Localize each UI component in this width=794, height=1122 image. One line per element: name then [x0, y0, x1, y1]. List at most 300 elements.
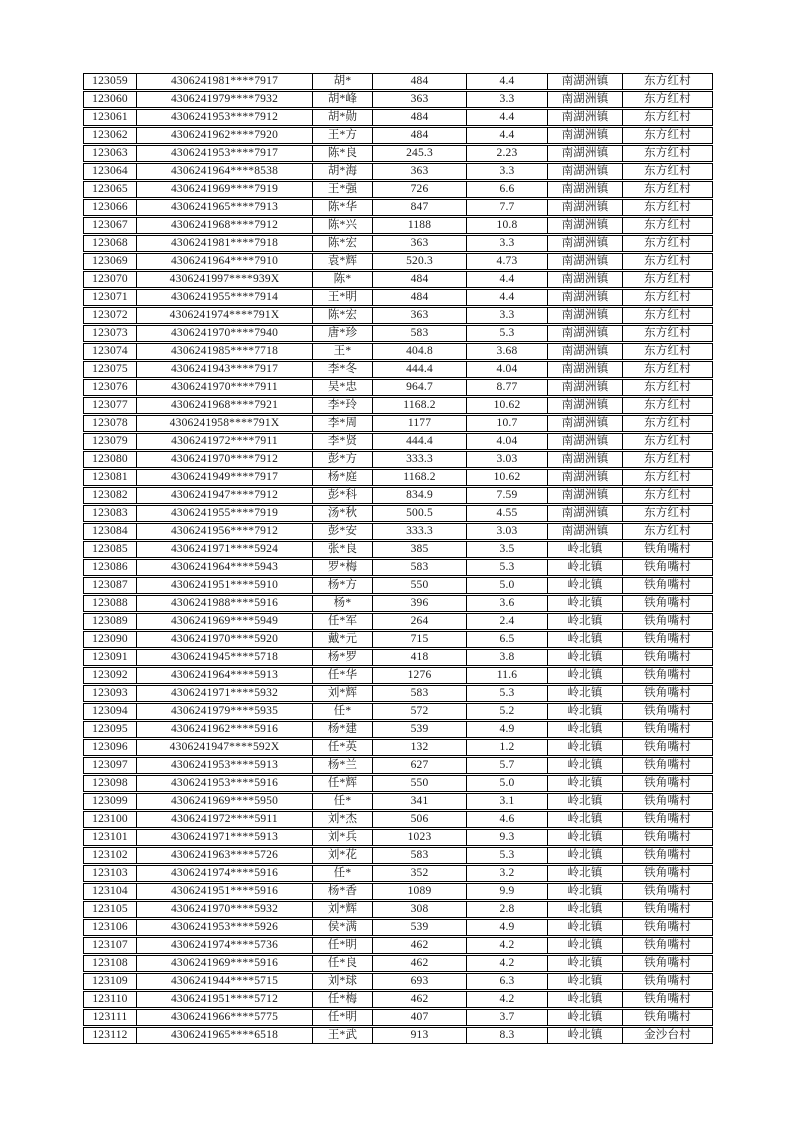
table-cell: 4.2	[467, 992, 548, 1007]
table-cell: 东方红村	[644, 111, 691, 123]
table-cell: 杨*	[313, 596, 373, 611]
table-cell: 东方红村	[644, 309, 691, 321]
table-cell: 南湖洲镇	[548, 290, 623, 305]
table-cell: 123080	[84, 452, 137, 467]
table-cell: 444.4	[373, 362, 467, 377]
table-cell: 任*梅	[313, 992, 373, 1007]
table-row	[83, 631, 713, 648]
table-cell: 627	[373, 758, 467, 773]
table-cell: 10.62	[467, 398, 548, 413]
table-row	[83, 361, 713, 378]
table-cell: 岭北镇	[548, 794, 623, 809]
table-cell: 5.3	[467, 560, 548, 575]
table-cell: 南湖洲镇	[548, 398, 623, 413]
table-cell: 铁角嘴村	[644, 543, 691, 555]
data-table	[83, 73, 713, 1045]
table-row	[83, 595, 713, 612]
table-cell: 4.4	[467, 110, 548, 125]
table-cell: 杨*罗	[313, 650, 373, 665]
table-cell: 5.3	[467, 686, 548, 701]
table-cell: 陈*	[313, 272, 373, 287]
table-cell: 4306241970****5920	[137, 632, 313, 647]
table-cell: 4306241953****7917	[137, 146, 313, 161]
table-cell: 123088	[84, 596, 137, 611]
table-row	[83, 289, 713, 306]
table-cell: 715	[373, 632, 467, 647]
table-row	[83, 217, 713, 234]
table-cell: 550	[373, 776, 467, 791]
table-cell: 岭北镇	[548, 956, 623, 971]
table-cell: 4306241970****5932	[137, 902, 313, 917]
table-cell: 572	[373, 704, 467, 719]
table-cell: 胡*勋	[313, 110, 373, 125]
table-cell: 铁角嘴村	[644, 885, 691, 897]
table-cell: 铁角嘴村	[644, 939, 691, 951]
table-cell: 南湖洲镇	[548, 272, 623, 287]
table-cell: 3.6	[467, 596, 548, 611]
table-cell: 363	[373, 164, 467, 179]
table-cell: 南湖洲镇	[548, 92, 623, 107]
table-cell: 4306241953****5913	[137, 758, 313, 773]
table-row	[83, 721, 713, 738]
table-cell: 4306241969****7919	[137, 182, 313, 197]
table-cell: 铁角嘴村	[644, 795, 691, 807]
table-row	[83, 577, 713, 594]
table-cell: 铁角嘴村	[644, 579, 691, 591]
table-cell: 岭北镇	[548, 740, 623, 755]
table-cell: 964.7	[373, 380, 467, 395]
table-cell: 4306241974****5736	[137, 938, 313, 953]
table-cell: 333.3	[373, 452, 467, 467]
table-cell: 任*华	[313, 668, 373, 683]
table-cell: 4306241969****5916	[137, 956, 313, 971]
table-cell: 6.3	[467, 974, 548, 989]
table-cell: 123103	[84, 866, 137, 881]
table-row	[83, 415, 713, 432]
table-cell: 8.77	[467, 380, 548, 395]
table-cell: 693	[373, 974, 467, 989]
table-cell: 岭北镇	[548, 686, 623, 701]
table-cell: 岭北镇	[548, 884, 623, 899]
table-cell: 9.9	[467, 884, 548, 899]
table-cell: 123111	[84, 1010, 137, 1025]
table-cell: 3.7	[467, 1010, 548, 1025]
table-cell: 123089	[84, 614, 137, 629]
table-cell: 岭北镇	[548, 974, 623, 989]
table-cell: 123098	[84, 776, 137, 791]
table-row	[83, 451, 713, 468]
table-cell: 唐*珍	[313, 326, 373, 341]
table-cell: 杨*兰	[313, 758, 373, 773]
table-cell: 583	[373, 686, 467, 701]
table-cell: 352	[373, 866, 467, 881]
table-cell: 杨*庭	[313, 470, 373, 485]
table-cell: 1168.2	[373, 398, 467, 413]
table-row	[83, 739, 713, 756]
table-cell: 汤*秋	[313, 506, 373, 521]
table-cell: 847	[373, 200, 467, 215]
table-cell: 南湖洲镇	[548, 524, 623, 539]
table-cell: 岭北镇	[548, 632, 623, 647]
table-cell: 3.3	[467, 164, 548, 179]
table-cell: 484	[373, 290, 467, 305]
table-cell: 123079	[84, 434, 137, 449]
table-cell: 铁角嘴村	[644, 813, 691, 825]
table-cell: 4306241965****6518	[137, 1028, 313, 1043]
table-cell: 岭北镇	[548, 848, 623, 863]
table-row	[83, 667, 713, 684]
table-cell: 123105	[84, 902, 137, 917]
table-cell: 南湖洲镇	[548, 452, 623, 467]
table-cell: 4306241964****5943	[137, 560, 313, 575]
table-cell: 王*明	[313, 290, 373, 305]
table-cell: 铁角嘴村	[644, 993, 691, 1005]
table-cell: 4306241958****791X	[137, 416, 313, 431]
table-cell: 1089	[373, 884, 467, 899]
table-cell: 王*	[313, 344, 373, 359]
table-cell: 4.6	[467, 812, 548, 827]
table-cell: 4306241955****7919	[137, 506, 313, 521]
table-cell: 东方红村	[644, 165, 691, 177]
table-row	[83, 991, 713, 1008]
table-cell: 407	[373, 1010, 467, 1025]
table-cell: 岭北镇	[548, 758, 623, 773]
table-cell: 4306241985****7718	[137, 344, 313, 359]
table-cell: 东方红村	[644, 417, 691, 429]
table-cell: 308	[373, 902, 467, 917]
table-cell: 123076	[84, 380, 137, 395]
table-cell: 侯*满	[313, 920, 373, 935]
table-cell: 7.7	[467, 200, 548, 215]
table-cell: 刘*辉	[313, 686, 373, 701]
table-cell: 3.2	[467, 866, 548, 881]
table-cell: 胡*	[313, 74, 373, 89]
table-cell: 东方红村	[644, 399, 691, 411]
table-cell: 583	[373, 560, 467, 575]
table-cell: 396	[373, 596, 467, 611]
table-cell: 245.3	[373, 146, 467, 161]
table-cell: 东方红村	[644, 435, 691, 447]
table-cell: 6.6	[467, 182, 548, 197]
table-cell: 123093	[84, 686, 137, 701]
table-row	[83, 91, 713, 108]
table-cell: 4.4	[467, 290, 548, 305]
table-cell: 4306241988****5916	[137, 596, 313, 611]
table-cell: 东方红村	[644, 327, 691, 339]
table-cell: 岭北镇	[548, 920, 623, 935]
table-cell: 4306241968****7912	[137, 218, 313, 233]
table-cell: 4306241964****8538	[137, 164, 313, 179]
table-cell: 东方红村	[644, 381, 691, 393]
table-cell: 3.3	[467, 236, 548, 251]
table-row	[83, 109, 713, 126]
table-cell: 岭北镇	[548, 578, 623, 593]
table-cell: 123091	[84, 650, 137, 665]
table-cell: 333.3	[373, 524, 467, 539]
table-cell: 岭北镇	[548, 902, 623, 917]
table-cell: 5.0	[467, 578, 548, 593]
table-cell: 东方红村	[644, 345, 691, 357]
table-cell: 3.3	[467, 92, 548, 107]
table-row	[83, 649, 713, 666]
table-cell: 王*方	[313, 128, 373, 143]
table-cell: 4306241971****5932	[137, 686, 313, 701]
table-cell: 2.4	[467, 614, 548, 629]
table-cell: 岭北镇	[548, 650, 623, 665]
table-row	[83, 505, 713, 522]
table-cell: 岭北镇	[548, 668, 623, 683]
table-cell: 123085	[84, 542, 137, 557]
table-cell: 4306241970****7911	[137, 380, 313, 395]
table-cell: 铁角嘴村	[644, 903, 691, 915]
table-cell: 484	[373, 128, 467, 143]
table-cell: 彭*方	[313, 452, 373, 467]
table-cell: 金沙台村	[644, 1029, 691, 1041]
table-cell: 4.04	[467, 434, 548, 449]
table-cell: 张*良	[313, 542, 373, 557]
table-cell: 123094	[84, 704, 137, 719]
table-cell: 500.5	[373, 506, 467, 521]
table-cell: 南湖洲镇	[548, 506, 623, 521]
table-cell: 南湖洲镇	[548, 434, 623, 449]
table-cell: 1276	[373, 668, 467, 683]
table-cell: 南湖洲镇	[548, 146, 623, 161]
table-row	[83, 253, 713, 270]
table-cell: 4306241971****5924	[137, 542, 313, 557]
table-cell: 264	[373, 614, 467, 629]
table-cell: 东方红村	[644, 93, 691, 105]
table-cell: 任*军	[313, 614, 373, 629]
table-row	[83, 703, 713, 720]
table-cell: 铁角嘴村	[644, 777, 691, 789]
table-cell: 123097	[84, 758, 137, 773]
table-cell: 东方红村	[644, 147, 691, 159]
table-cell: 任*	[313, 704, 373, 719]
table-cell: 南湖洲镇	[548, 470, 623, 485]
table-cell: 4306241953****5916	[137, 776, 313, 791]
table-cell: 123075	[84, 362, 137, 377]
table-cell: 刘*杰	[313, 812, 373, 827]
table-cell: 4306241965****7913	[137, 200, 313, 215]
table-cell: 462	[373, 992, 467, 1007]
table-cell: 南湖洲镇	[548, 254, 623, 269]
table-row	[83, 145, 713, 162]
table-cell: 385	[373, 542, 467, 557]
table-row	[83, 847, 713, 864]
table-cell: 123068	[84, 236, 137, 251]
table-cell: 铁角嘴村	[644, 633, 691, 645]
table-cell: 9.3	[467, 830, 548, 845]
table-cell: 东方红村	[644, 129, 691, 141]
table-cell: 10.7	[467, 416, 548, 431]
table-cell: 岭北镇	[548, 704, 623, 719]
table-cell: 4306241955****7914	[137, 290, 313, 305]
table-cell: 123083	[84, 506, 137, 521]
table-cell: 4306241964****7910	[137, 254, 313, 269]
table-cell: 123107	[84, 938, 137, 953]
table-cell: 4306241943****7917	[137, 362, 313, 377]
table-cell: 岭北镇	[548, 596, 623, 611]
table-cell: 341	[373, 794, 467, 809]
table-cell: 岭北镇	[548, 560, 623, 575]
table-cell: 东方红村	[644, 525, 691, 537]
table-cell: 南湖洲镇	[548, 110, 623, 125]
table-cell: 1188	[373, 218, 467, 233]
table-cell: 123059	[84, 74, 137, 89]
table-cell: 4.4	[467, 74, 548, 89]
table-row	[83, 685, 713, 702]
table-cell: 4306241979****7932	[137, 92, 313, 107]
table-cell: 4306241956****7912	[137, 524, 313, 539]
table-cell: 5.2	[467, 704, 548, 719]
table-cell: 4306241953****7912	[137, 110, 313, 125]
table-row	[83, 397, 713, 414]
table-cell: 4306241951****5910	[137, 578, 313, 593]
table-row	[83, 199, 713, 216]
table-cell: 123065	[84, 182, 137, 197]
table-cell: 胡*海	[313, 164, 373, 179]
table-cell: 任*英	[313, 740, 373, 755]
table-cell: 4.4	[467, 272, 548, 287]
table-cell: 东方红村	[644, 363, 691, 375]
table-cell: 铁角嘴村	[644, 723, 691, 735]
table-cell: 东方红村	[644, 507, 691, 519]
table-cell: 123071	[84, 290, 137, 305]
table-cell: 3.03	[467, 452, 548, 467]
table-cell: 123062	[84, 128, 137, 143]
table-cell: 东方红村	[644, 183, 691, 195]
table-cell: 李*贤	[313, 434, 373, 449]
table-cell: 刘*花	[313, 848, 373, 863]
table-cell: 123061	[84, 110, 137, 125]
table-cell: 123066	[84, 200, 137, 215]
table-cell: 123095	[84, 722, 137, 737]
table-cell: 4306241963****5726	[137, 848, 313, 863]
table-cell: 任*	[313, 794, 373, 809]
table-cell: 1168.2	[373, 470, 467, 485]
table-cell: 123096	[84, 740, 137, 755]
table-cell: 刘*兵	[313, 830, 373, 845]
table-cell: 484	[373, 110, 467, 125]
table-cell: 铁角嘴村	[644, 759, 691, 771]
table-row	[83, 613, 713, 630]
table-cell: 东方红村	[644, 201, 691, 213]
table-cell: 4306241997****939X	[137, 272, 313, 287]
table-cell: 3.8	[467, 650, 548, 665]
table-cell: 戴*元	[313, 632, 373, 647]
table-cell: 东方红村	[644, 273, 691, 285]
table-cell: 834.9	[373, 488, 467, 503]
table-cell: 岭北镇	[548, 722, 623, 737]
table-cell: 123060	[84, 92, 137, 107]
table-row	[83, 793, 713, 810]
table-cell: 404.8	[373, 344, 467, 359]
table-cell: 123112	[84, 1028, 137, 1043]
table-cell: 岭北镇	[548, 938, 623, 953]
table-cell: 南湖洲镇	[548, 308, 623, 323]
table-cell: 4306241971****5913	[137, 830, 313, 845]
table-cell: 岭北镇	[548, 614, 623, 629]
table-cell: 岭北镇	[548, 1010, 623, 1025]
table-cell: 8.3	[467, 1028, 548, 1043]
table-cell: 4306241968****7921	[137, 398, 313, 413]
table-cell: 4.55	[467, 506, 548, 521]
table-row	[83, 541, 713, 558]
table-row	[83, 523, 713, 540]
table-cell: 铁角嘴村	[644, 705, 691, 717]
table-cell: 123074	[84, 344, 137, 359]
table-cell: 南湖洲镇	[548, 362, 623, 377]
table-cell: 铁角嘴村	[644, 867, 691, 879]
table-cell: 4.2	[467, 938, 548, 953]
table-cell: 583	[373, 326, 467, 341]
table-cell: 杨*建	[313, 722, 373, 737]
table-cell: 913	[373, 1028, 467, 1043]
table-cell: 520.3	[373, 254, 467, 269]
table-cell: 任*辉	[313, 776, 373, 791]
table-cell: 4.9	[467, 722, 548, 737]
table-row	[83, 343, 713, 360]
table-row	[83, 559, 713, 576]
table-cell: 杨*方	[313, 578, 373, 593]
table-cell: 铁角嘴村	[644, 957, 691, 969]
table-cell: 462	[373, 938, 467, 953]
table-cell: 4306241947****592X	[137, 740, 313, 755]
table-cell: 123092	[84, 668, 137, 683]
table-cell: 铁角嘴村	[644, 651, 691, 663]
table-cell: 4306241962****5916	[137, 722, 313, 737]
table-row	[83, 325, 713, 342]
table-cell: 3.5	[467, 542, 548, 557]
table-cell: 王*武	[313, 1028, 373, 1043]
table-cell: 4306241970****7940	[137, 326, 313, 341]
table-cell: 123084	[84, 524, 137, 539]
table-cell: 123082	[84, 488, 137, 503]
table-cell: 3.68	[467, 344, 548, 359]
table-cell: 刘*辉	[313, 902, 373, 917]
table-cell: 南湖洲镇	[548, 218, 623, 233]
table-cell: 123073	[84, 326, 137, 341]
table-cell: 418	[373, 650, 467, 665]
table-row	[83, 757, 713, 774]
table-cell: 123101	[84, 830, 137, 845]
table-cell: 1177	[373, 416, 467, 431]
table-cell: 南湖洲镇	[548, 164, 623, 179]
table-cell: 484	[373, 74, 467, 89]
table-cell: 4306241944****5715	[137, 974, 313, 989]
table-cell: 陈*宏	[313, 308, 373, 323]
table-cell: 123072	[84, 308, 137, 323]
table-cell: 铁角嘴村	[644, 669, 691, 681]
table-cell: 任*良	[313, 956, 373, 971]
table-cell: 铁角嘴村	[644, 561, 691, 573]
table-row	[83, 469, 713, 486]
table-cell: 铁角嘴村	[644, 849, 691, 861]
table-cell: 123077	[84, 398, 137, 413]
table-cell: 铁角嘴村	[644, 921, 691, 933]
table-cell: 4306241969****5949	[137, 614, 313, 629]
table-cell: 123086	[84, 560, 137, 575]
table-cell: 东方红村	[644, 219, 691, 231]
table-cell: 4306241951****5916	[137, 884, 313, 899]
table-cell: 任*明	[313, 938, 373, 953]
table-row	[83, 973, 713, 990]
table-cell: 岭北镇	[548, 812, 623, 827]
table-row	[83, 811, 713, 828]
table-cell: 铁角嘴村	[644, 687, 691, 699]
table-cell: 南湖洲镇	[548, 380, 623, 395]
table-cell: 4306241970****7912	[137, 452, 313, 467]
